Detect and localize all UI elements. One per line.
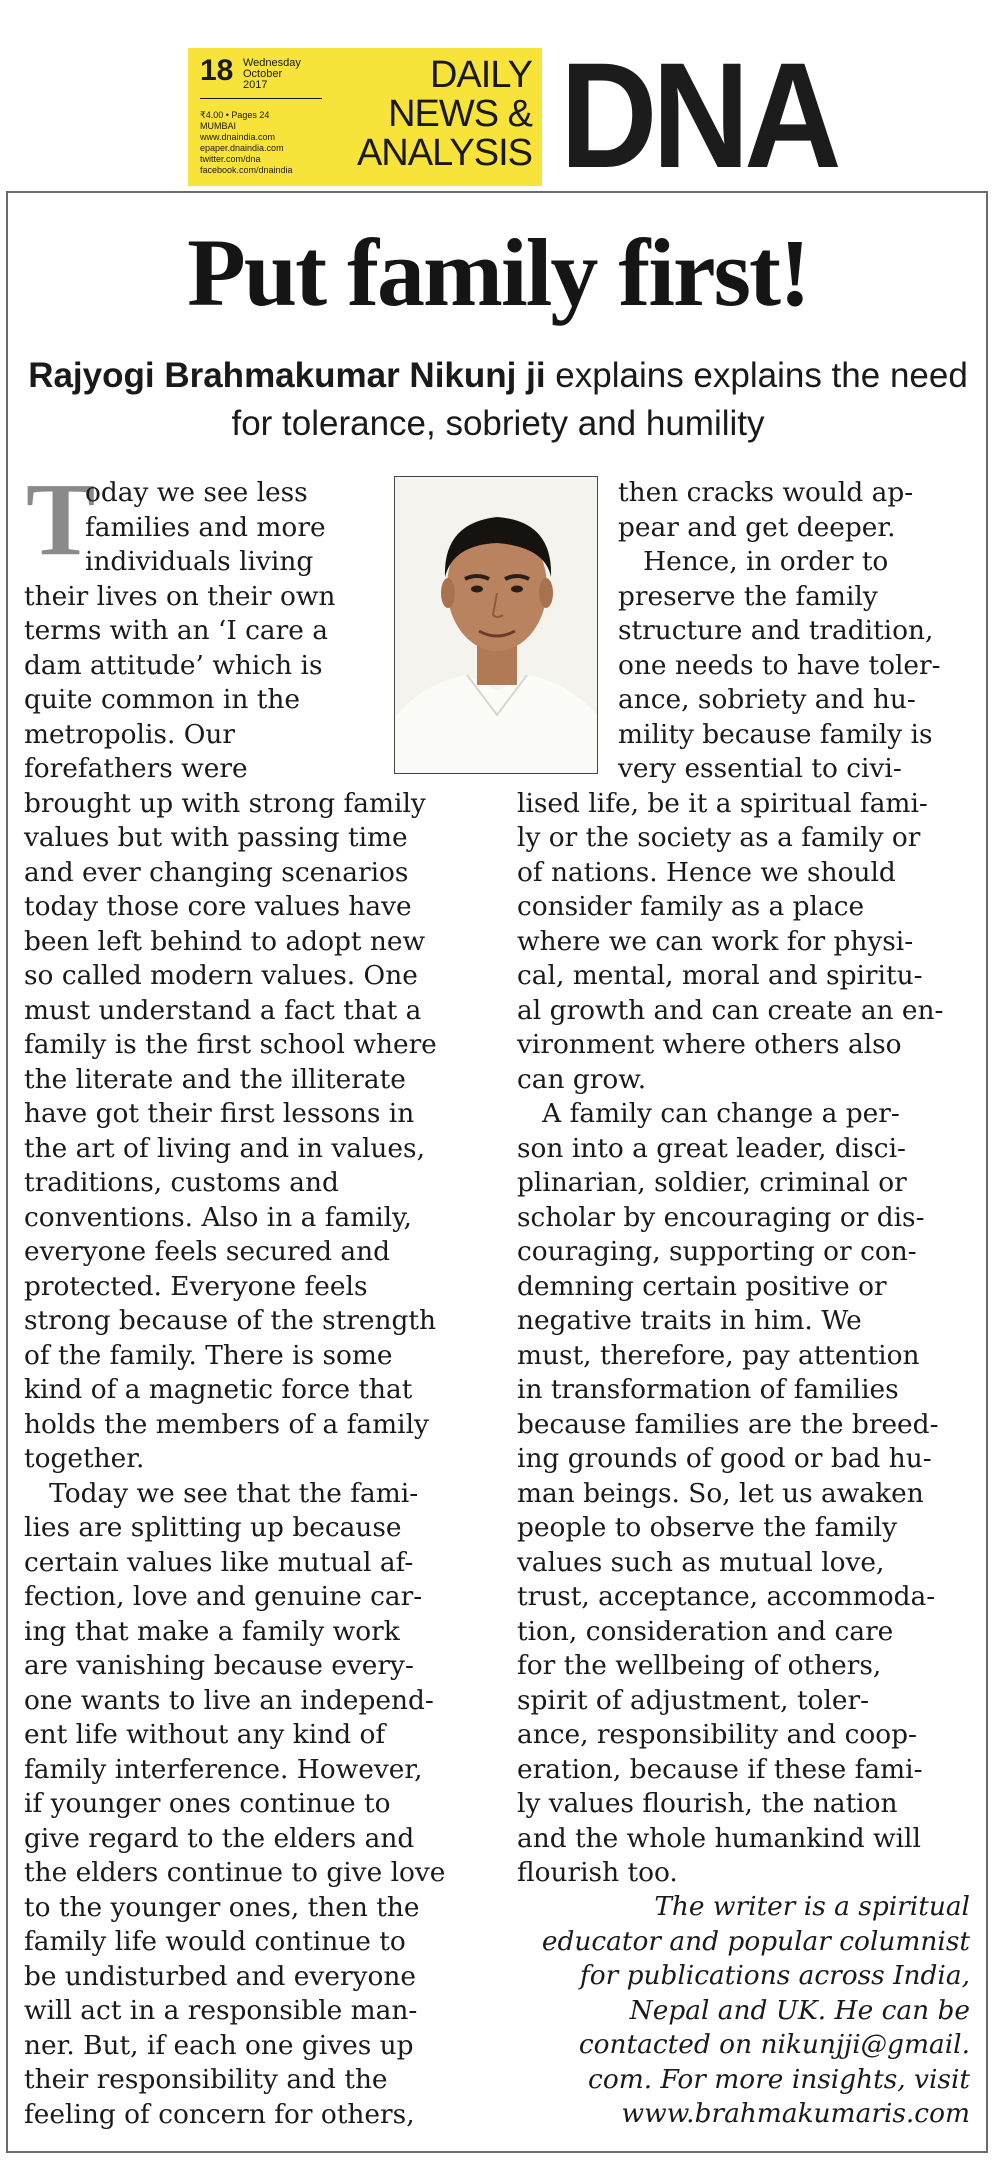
text-line: A family can change a per- xyxy=(517,1098,900,1129)
text-line: scholar by encouraging or dis- xyxy=(517,1201,925,1233)
text-line: so called modern values. One xyxy=(24,960,418,991)
info-line: facebook.com/dnaindia xyxy=(200,165,293,175)
masthead-info xyxy=(200,110,330,176)
text-line: conventions. Also in a family, xyxy=(24,1201,412,1233)
newspaper-logo: DNA xyxy=(560,31,837,199)
text-line: eration, because if these fami- xyxy=(517,1753,923,1785)
text-line: ing grounds of good or bad hu- xyxy=(517,1443,932,1474)
text-line: must, therefore, pay attention xyxy=(517,1339,920,1371)
bio-line: Nepal and UK. He can be xyxy=(629,1994,970,2026)
text-line: in transformation of families xyxy=(517,1374,899,1405)
text-line: metropolis. Our xyxy=(24,718,235,750)
text-line: son into a great leader, disci- xyxy=(517,1132,906,1164)
text-line: oday we see less xyxy=(85,477,308,508)
text-line: structure and tradition, xyxy=(618,615,934,646)
author-name: Rajyogi Brahmakumar Nikunj ji xyxy=(28,356,546,395)
text-line: very essential to civi- xyxy=(618,753,902,784)
bio-line: www.brahmakumaris.com xyxy=(621,2098,970,2129)
text-line: been left behind to adopt new xyxy=(24,925,426,957)
text-line: brought up with strong family xyxy=(24,787,426,819)
standfirst-text: explains explains the need xyxy=(545,356,968,395)
text-line: one needs to have toler- xyxy=(618,649,941,681)
column-1-body xyxy=(24,787,504,2133)
info-line: twitter.com/dna xyxy=(200,154,261,164)
text-line: traditions, customs and xyxy=(24,1167,339,1198)
text-line: mility because family is xyxy=(618,718,933,750)
date-year: 2017 xyxy=(243,79,268,91)
bio-line: The writer is a spiritual xyxy=(654,1891,970,1922)
text-line: certain values like mutual af- xyxy=(24,1546,414,1578)
text-line: spirit of adjustment, toler- xyxy=(517,1684,870,1716)
text-line: the art of living and in values, xyxy=(24,1132,425,1164)
text-line: families and more xyxy=(85,511,326,543)
text-line: pear and get deeper. xyxy=(618,511,896,543)
info-line: ₹4.00 • Pages 24 xyxy=(200,110,270,120)
bio-line: com. For more insights, visit xyxy=(588,2063,970,2095)
tagline-line: NEWS & xyxy=(388,93,532,135)
text-line: holds the members of a family xyxy=(24,1408,429,1440)
text-line: to the younger ones, then the xyxy=(24,1891,420,1923)
text-line: ly values flourish, the nation xyxy=(517,1788,898,1819)
info-line: MUMBAI xyxy=(200,121,236,131)
text-line: can grow. xyxy=(517,1063,647,1095)
text-line: their lives on their own xyxy=(24,580,336,612)
text-line: because families are the breed- xyxy=(517,1408,939,1440)
text-line: vironment where others also xyxy=(517,1029,902,1060)
date-text xyxy=(243,58,323,91)
masthead-tagline xyxy=(357,56,532,173)
text-line: Hence, in order to xyxy=(618,546,889,577)
text-line: lised life, be it a spiritual fami- xyxy=(517,787,928,819)
text-line: couraging, supporting or con- xyxy=(517,1236,917,1267)
text-line: people to observe the family xyxy=(517,1512,898,1543)
standfirst-line-1 xyxy=(20,352,976,400)
text-line: plinarian, soldier, criminal or xyxy=(517,1167,907,1198)
text-line: terms with an ‘I care a xyxy=(24,615,329,646)
tagline-line: DAILY xyxy=(429,54,532,96)
text-line: then cracks would ap- xyxy=(618,477,914,508)
bio-line: educator and popular columnist xyxy=(541,1925,970,1957)
text-line: the elders continue to give love xyxy=(24,1857,446,1888)
text-line: where we can work for physi- xyxy=(517,925,914,957)
masthead xyxy=(188,48,542,186)
info-line: epaper.dnaindia.com xyxy=(200,143,284,153)
text-line: will act in a responsible man- xyxy=(24,1995,418,2026)
text-line: lies are splitting up because xyxy=(24,1512,402,1543)
text-line: of nations. Hence we should xyxy=(517,856,896,888)
text-line: everyone feels secured and xyxy=(24,1236,391,1267)
text-line: feeling of concern for others, xyxy=(24,2098,415,2130)
column-1-wrap-text-lower xyxy=(24,580,384,787)
text-line: Today we see that the fami- xyxy=(24,1477,419,1509)
text-line: have got their first lessons in xyxy=(24,1098,415,1129)
column-2-wrap-text xyxy=(618,476,978,787)
text-line: family interference. However, xyxy=(24,1753,423,1785)
date-weekday: Wednesday xyxy=(243,57,301,69)
text-line: ner. But, if each one gives up xyxy=(24,2029,414,2061)
text-line: individuals living xyxy=(85,546,314,577)
text-line: are vanishing because every- xyxy=(24,1650,414,1681)
text-line: kind of a magnetic force that xyxy=(24,1374,413,1405)
portrait-image xyxy=(395,477,598,774)
standfirst xyxy=(20,352,976,448)
text-line: negative traits in him. We xyxy=(517,1305,862,1336)
text-line: must understand a fact that a xyxy=(24,994,422,1026)
text-line: of the family. There is some xyxy=(24,1339,393,1371)
date-number: 18 xyxy=(200,54,234,87)
text-line: their responsibility and the xyxy=(24,2064,388,2095)
text-line: values such as mutual love, xyxy=(517,1546,885,1578)
text-line: be undisturbed and everyone xyxy=(24,1960,416,1992)
column-2-body xyxy=(517,787,977,1891)
text-line: for the wellbeing of others, xyxy=(517,1650,882,1681)
text-line: flourish too. xyxy=(517,1857,678,1888)
text-line: consider family as a place xyxy=(517,891,865,922)
text-line: values but with passing time xyxy=(24,822,408,853)
text-line: tion, consideration and care xyxy=(517,1615,894,1647)
column-1-wrap-text xyxy=(85,476,385,580)
text-line: man beings. So, let us awaken xyxy=(517,1477,924,1509)
text-line: together. xyxy=(24,1443,145,1474)
text-line: if younger ones continue to xyxy=(24,1788,391,1819)
text-line: family is the first school where xyxy=(24,1029,437,1060)
date-divider xyxy=(200,98,322,99)
text-line: give regard to the elders and xyxy=(24,1822,415,1854)
text-line: dam attitude’ which is xyxy=(24,649,323,681)
info-line: www.dnaindia.com xyxy=(200,132,276,142)
text-line: family life would continue to xyxy=(24,1926,406,1957)
drop-cap: T xyxy=(26,462,96,577)
text-line: and ever changing scenarios xyxy=(24,856,409,888)
text-line: demning certain positive or xyxy=(517,1270,887,1302)
text-line: cal, mental, moral and spiritu- xyxy=(517,960,923,991)
text-line: ent life without any kind of xyxy=(24,1719,386,1750)
headline: Put family first! xyxy=(187,219,809,326)
author-bio xyxy=(510,1890,970,2132)
text-line: trust, acceptance, accommoda- xyxy=(517,1581,936,1612)
text-line: ance, responsibility and coop- xyxy=(517,1719,917,1750)
tagline-line: ANALYSIS xyxy=(356,132,532,174)
standfirst-line-2: for tolerance, sobriety and humility xyxy=(231,404,765,443)
bio-line: contacted on nikunjji@gmail. xyxy=(578,2029,970,2060)
text-line: forefathers were xyxy=(24,753,248,784)
text-line: ly or the society as a family or xyxy=(517,822,921,853)
bio-line: for publications across India, xyxy=(579,1960,970,1991)
date-month: October xyxy=(243,68,283,80)
text-line: ing that make a family work xyxy=(24,1615,400,1647)
text-line: fection, love and genuine car- xyxy=(24,1581,423,1612)
text-line: preserve the family xyxy=(618,580,878,612)
text-line: today those core values have xyxy=(24,891,412,922)
text-line: ance, sobriety and hu- xyxy=(618,684,916,715)
text-line: strong because of the strength xyxy=(24,1305,437,1336)
text-line: al growth and can create an en- xyxy=(517,994,944,1026)
author-photo xyxy=(394,476,598,774)
text-line: one wants to live an independ- xyxy=(24,1684,434,1716)
text-line: the literate and the illiterate xyxy=(24,1063,406,1095)
text-line: protected. Everyone feels xyxy=(24,1270,368,1302)
text-line: quite common in the xyxy=(24,684,300,715)
text-line: and the whole humankind will xyxy=(517,1822,921,1854)
